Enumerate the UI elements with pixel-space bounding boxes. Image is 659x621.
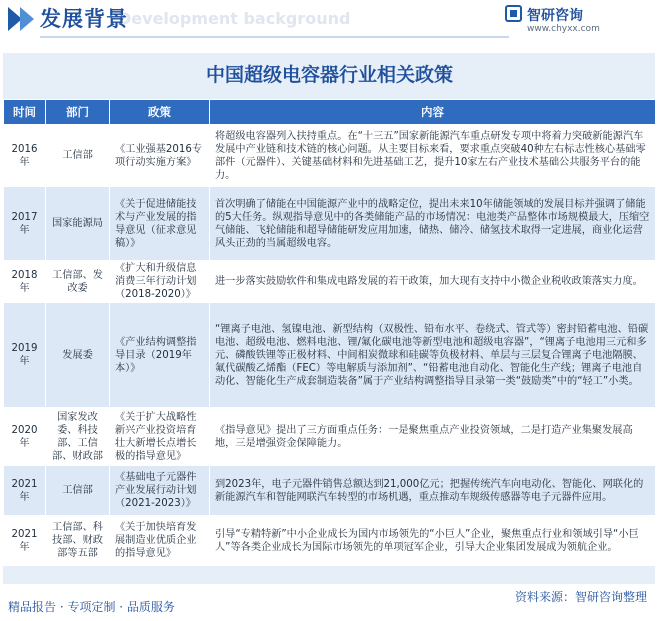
cell-policy: 《产业结构调整指导目录（2019年本）》 — [110, 303, 210, 408]
cell-policy: 《工业强基2016专项行动实施方案》 — [110, 125, 210, 187]
cell-policy: 《关于促进储能技术与产业发展的指导意见（征求意见稿）》 — [110, 187, 210, 261]
cell-dept: 国家能源局 — [46, 187, 110, 261]
page-footer — [0, 590, 659, 621]
column-header-content: 内容 — [210, 100, 656, 125]
table-row — [4, 466, 656, 516]
cell-time: 2017年 — [4, 187, 46, 261]
table-row — [4, 516, 656, 566]
cell-time: 2020年 — [4, 408, 46, 466]
cell-content: 《指导意见》提出了三方面重点任务：一是聚焦重点产业投资领域，二是打造产业集聚发展高地，三是增强资金保障能力。 — [210, 408, 656, 466]
header-divider — [40, 36, 509, 38]
table-row — [4, 408, 656, 466]
table-header-row — [4, 100, 656, 125]
header-watermark: Development background — [118, 9, 351, 28]
cell-policy: 《关于扩大战略性新兴产业投资培育壮大新增长点增长极的指导意见》 — [110, 408, 210, 466]
brand-name: 智研咨询 — [527, 8, 583, 24]
footer-tagline: 精品报告 · 专项定制 · 品质服务 — [8, 600, 175, 614]
cell-content: 进一步落实鼓励软件和集成电路发展的若干政策，加大现有支持中小微企业税收政策落实力度。 — [210, 261, 656, 303]
column-header-dept: 部门 — [46, 100, 110, 125]
section-title: 发展背景 — [40, 7, 128, 31]
cell-dept: 发展委 — [46, 303, 110, 408]
header-arrow-icon-secondary — [20, 7, 34, 31]
footer-source: 资料来源：智研咨询整理 — [514, 590, 647, 604]
cell-policy: 《关于加快培育发展制造业优质企业的指导意见》 — [110, 516, 210, 566]
brand-logo-icon — [505, 5, 522, 22]
cell-content: 引导“专精特新”中小企业成长为国内市场领先的“小巨人”企业，聚焦重点行业和领域引导“小巨人”等各类企业成长为国际市场领先的单项冠军企业，引导大企业集团发展成为领航企业。 — [210, 516, 656, 566]
table-row — [4, 187, 656, 261]
cell-policy: 《扩大和升级信息消费三年行动计划（2018-2020）》 — [110, 261, 210, 303]
brand-url: www.chyxx.com — [527, 24, 600, 34]
page-header — [0, 0, 659, 40]
table-row — [4, 261, 656, 303]
cell-dept: 工信部 — [46, 125, 110, 187]
cell-dept: 工信部 — [46, 466, 110, 516]
column-header-time: 时间 — [4, 100, 46, 125]
cell-time: 2016年 — [4, 125, 46, 187]
cell-content: 将超级电容器列入扶持重点。在“十三五”国家新能源汽车重点研发专项中将着力突破新能源汽车发展中产业链和技术链的核心问题。从主要目标来看，要求重点突破40种左右标志性核心基础零部件（元器件）、关键基础材料和先进基础工艺，提升10家左右产业技术基础公共服务平台的能力。 — [210, 125, 656, 187]
cell-dept: 工信部、发改委 — [46, 261, 110, 303]
cell-time: 2021年 — [4, 516, 46, 566]
cell-content: 到2023年，电子元器件销售总额达到21,000亿元；把握传统汽车向电动化、智能化、网联化的新能源汽车和智能网联汽车转型的市场机遇，重点推动车规级传感器等电子元器件应用。 — [210, 466, 656, 516]
brand-logo — [505, 5, 645, 37]
cell-time: 2018年 — [4, 261, 46, 303]
cell-dept: 国家发改委、科技部、工信部、财政部 — [46, 408, 110, 466]
cell-dept: 工信部、科技部、财政部等五部 — [46, 516, 110, 566]
cell-content: 首次明确了储能在中国能源产业中的战略定位，提出未来10年储能领域的发展目标并强调了储能的5大任务。纵观指导意见中的各类储能产品的市场情况：电池类产品整体市场规模最大，压缩空气储能、飞轮储能和超导储能研发应用加速，储热、储冷、储氢技术取得一定进展，商业化运营风头正劲的当属超级电容。 — [210, 187, 656, 261]
cell-time: 2019年 — [4, 303, 46, 408]
table-row — [4, 303, 656, 408]
table-row — [4, 125, 656, 187]
cell-time: 2021年 — [4, 466, 46, 516]
table-title: 中国超级电容器行业相关政策 — [205, 64, 453, 86]
policy-table — [3, 99, 656, 566]
cell-policy: 《基础电子元器件产业发展行动计划（2021-2023）》 — [110, 466, 210, 516]
column-header-policy: 政策 — [110, 100, 210, 125]
cell-content: “锂离子电池、氢镍电池、新型结构（双极性、铅布水平、卷绕式、管式等）密封铅蓄电池、铅碳电池、超级电池、燃料电池、锂/氟化碳电池等新型电池和超级电容器”，“锂离子电池用三元和多元、磷酸铁锂等正极材料、中间相炭微球和硅碳等负极材料、单层与三层复合锂离子电池隔膜、氟代碳酸乙烯酯（FEC）等电解质与添加剂”、“铅蓄电池自动化、智能化生产线；锂离子电池自动化、智能化生产成套制造装备”属于产业结构调整指导目录第一类“鼓励类”中的“轻工”小类。 — [210, 303, 656, 408]
